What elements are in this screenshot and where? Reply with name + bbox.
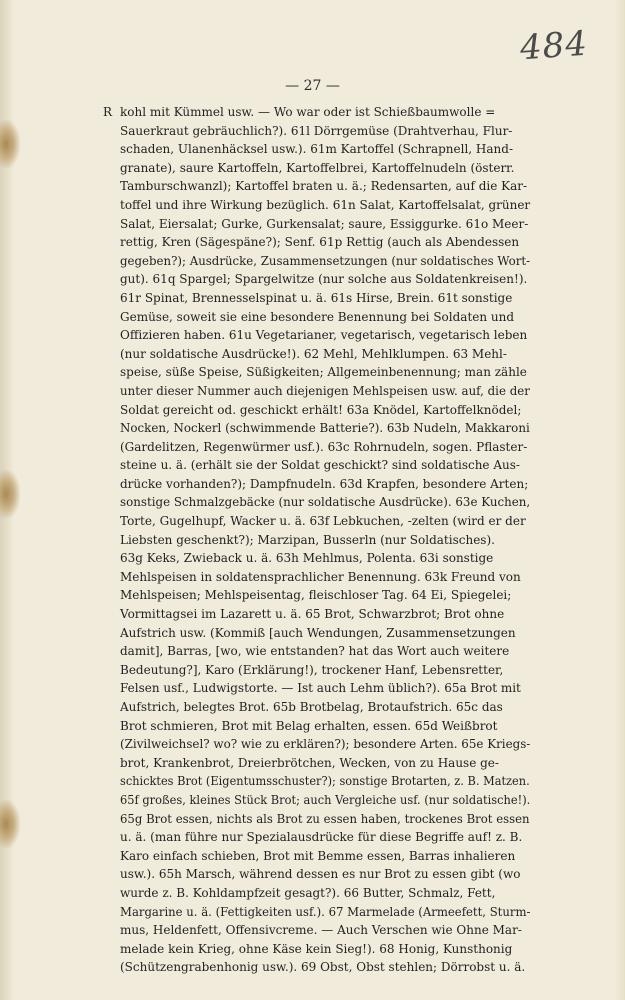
text-line: toffel und ihre Wirkung bezüglich. 61n Salat, Kartoffelsalat, grüner [120, 197, 531, 212]
text-line: gut). 61q Spargel; Spargelwitze (nur solche aus Soldatenkreisen!). [120, 272, 528, 287]
handwritten-folio-number: 484 [518, 23, 590, 69]
text-line: 63g Keks, Zwieback u. ä. 63h Mehlmus, Polenta. 63i sonstige [120, 551, 494, 566]
binding-thread [0, 470, 20, 518]
text-line: Tamburschwanzl); Kartoffel braten u. ä.; Redensarten, auf die Kar- [120, 179, 528, 194]
text-line: Sauerkraut gebräuchlich?). 61l Dörrgemüse (Drahtverhau, Flur- [120, 123, 513, 138]
text-line: (Gardelitzen, Regenwürmer usf.). 63c Rohrnudeln, sogen. Pflaster- [120, 439, 528, 454]
text-line: schaden, Ulanenhäcksel usw.). 61m Kartoffel (Schrapnell, Hand- [120, 142, 513, 157]
text-line: (Schützengrabenhonig usw.). 69 Obst, Obst stehlen; Dörrobst u. ä. [120, 960, 526, 975]
body-text [120, 103, 530, 977]
text-line: drücke vorhanden?); Dampfnudeln. 63d Krapfen, besondere Arten; [120, 476, 529, 491]
page-edge [615, 0, 625, 1000]
text-line: rettig, Kren (Sägespäne?); Senf. 61p Rettig (auch als Abendessen [120, 235, 520, 250]
text-line: Karo einfach schieben, Brot mit Bemme essen, Barras inhalieren [120, 848, 516, 863]
text-line: Gemüse, soweit sie eine besondere Benennung bei Soldaten und [120, 309, 515, 324]
text-line: unter dieser Nummer auch diejenigen Mehlspeisen usw. auf, die der [120, 383, 530, 398]
page-number: — 27 — [285, 78, 340, 94]
text-line: steine u. ä. (erhält sie der Soldat geschickt? sind soldatische Aus- [120, 458, 520, 473]
text-line: Torte, Gugelhupf, Wacker u. ä. 63f Lebkuchen, -zelten (wird er der [120, 514, 526, 529]
text-line: Bedeutung?], Karo (Erklärung!), trockener Hanf, Lebensretter, [120, 662, 504, 677]
text-line: Aufstrich usw. (Kommiß [auch Wendungen, Zusammensetzungen [120, 625, 516, 640]
text-line: kohl mit Kümmel usw. — Wo war oder ist Schießbaumwolle = [120, 105, 496, 119]
text-line: u. ä. (man führe nur Spezialausdrücke für diese Begriffe auf! z. B. [120, 830, 523, 845]
text-line: Mehlspeisen; Mehlspeisentag, fleischloser Tag. 64 Ei, Spiegelei; [120, 588, 512, 603]
text-line: Liebsten geschenkt?); Marzipan, Busserln (nur Soldatisches). [120, 532, 495, 547]
text-line: (nur soldatische Ausdrücke!). 62 Mehl, Mehlklumpen. 63 Mehl- [120, 346, 507, 361]
text-line: damit], Barras, [wo, wie entstanden? hat das Wort auch weitere [120, 644, 510, 659]
text-line: Brot schmieren, Brot mit Belag erhalten, essen. 65d Weißbrot [120, 718, 498, 733]
text-line: Aufstrich, belegtes Brot. 65b Brotbelag, Brotaufstrich. 65c das [120, 700, 503, 714]
text-line: Felsen usf., Ludwigstorte. — Ist auch Lehm üblich?). 65a Brot mit [120, 681, 521, 696]
text-line: melade kein Krieg, ohne Käse kein Sieg!). 68 Honig, Kunsthonig [120, 941, 513, 956]
text-line: 61r Spinat, Brennesselspinat u. ä. 61s Hirse, Brein. 61t sonstige [120, 290, 513, 305]
text-line: 65f großes, kleines Stück Brot; auch Vergleiche usf. (nur soldatische!). [120, 792, 531, 807]
margin-marker: R [103, 105, 113, 119]
text-line: Margarine u. ä. (Fettigkeiten usf.). 67 Marmelade (Armeefett, Sturm- [120, 904, 531, 919]
text-line: gegeben?); Ausdrücke, Zusammensetzungen (nur soldatisches Wort- [120, 253, 531, 268]
text-line: wurde z. B. Kohldampfzeit gesagt?). 66 Butter, Schmalz, Fett, [120, 885, 496, 900]
text-line: brot, Krankenbrot, Dreierbrötchen, Wecken, von zu Hause ge- [120, 755, 499, 770]
text-line: usw.). 65h Marsch, während dessen es nur Brot zu essen gibt (wo [120, 867, 521, 882]
text-line: granate), saure Kartoffeln, Kartoffelbrei, Kartoffelnudeln (österr. [120, 160, 515, 175]
text-line: Vormittagsei im Lazarett u. ä. 65 Brot, Schwarzbrot; Brot ohne [120, 607, 505, 622]
text-line: (Zivilweichsel? wo? wie zu erklären?); besondere Arten. 65e Kriegs- [120, 737, 531, 752]
binding-thread [0, 120, 20, 168]
text-line: speise, süße Speise, Süßigkeiten; Allgemeinbenennung; man zähle [120, 365, 527, 380]
text-line: schicktes Brot (Eigentumsschuster?); sonstige Brotarten, z. B. Matzen. [120, 774, 530, 789]
text-line: mus, Heldenfett, Offensivcreme. — Auch Verschen wie Ohne Mar- [120, 923, 522, 938]
text-line: Mehlspeisen in soldatensprachlicher Benennung. 63k Freund von [120, 569, 521, 584]
text-line: Offizieren haben. 61u Vegetarianer, vegetarisch, vegetarisch leben [120, 328, 528, 343]
text-line: sonstige Schmalzgebäcke (nur soldatische Ausdrücke). 63e Kuchen, [120, 495, 531, 510]
binding-thread [0, 800, 20, 848]
text-line: Soldat gereicht od. geschickt erhält! 63a Knödel, Kartoffelknödel; [120, 402, 522, 417]
text-line: Nocken, Nockerl (schwimmende Batterie?). 63b Nudeln, Makkaroni [120, 421, 530, 436]
text-line: Salat, Eiersalat; Gurke, Gurkensalat; saure, Essiggurke. 61o Meer- [120, 216, 529, 231]
text-line: 65g Brot essen, nichts als Brot zu essen haben, trockenes Brot essen [120, 811, 530, 826]
